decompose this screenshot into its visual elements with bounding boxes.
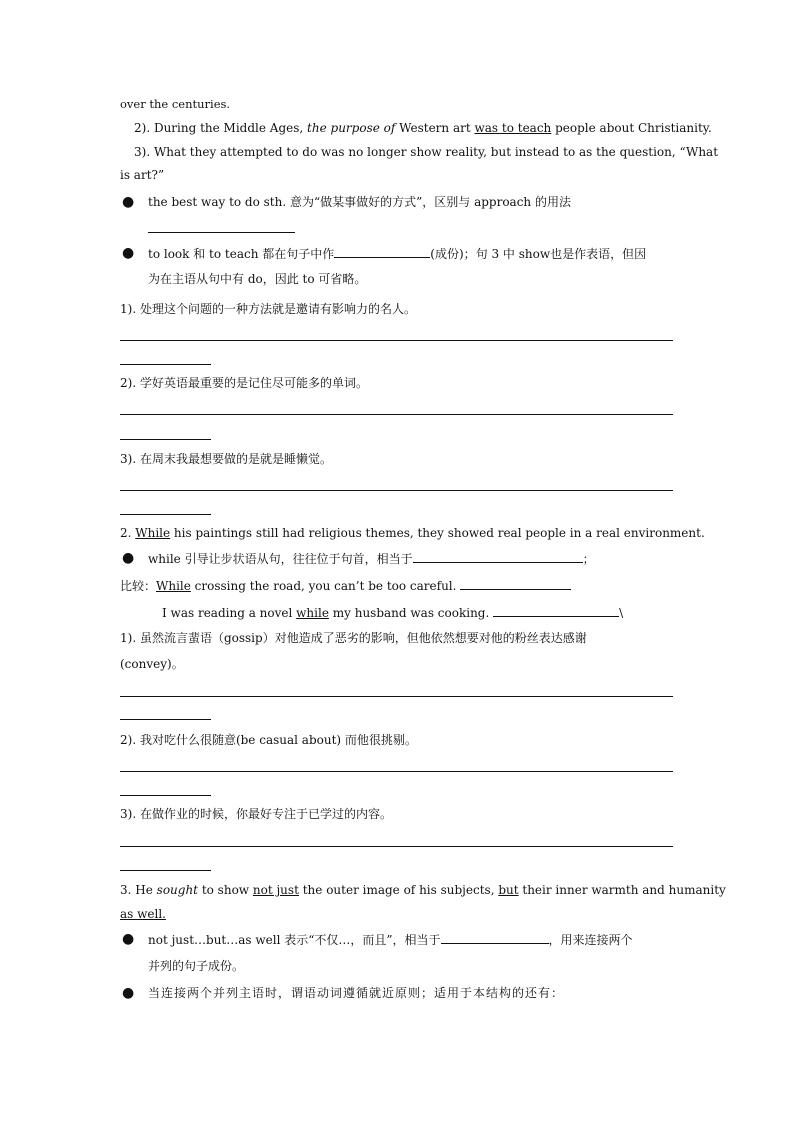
bullet-icon: ● bbox=[122, 931, 135, 947]
note-bullet-best-way: the best way to do sth. 意为“做某事做好的方式”，区别与 approach 的用法 bbox=[148, 195, 571, 209]
text-line: 并列的句子成份。 bbox=[148, 959, 245, 973]
translation-question-3: 3). 在做作业的时候，你最好专注于已学过的内容。 bbox=[120, 807, 392, 821]
comparison-line-2: I was reading a novel while my husband was cooking. \ bbox=[162, 606, 624, 620]
section-3-heading: 3. He sought to show not just the outer image of his subjects, but their inner warmth and humanity bbox=[120, 883, 726, 897]
note-bullet-to-infinitive: to look 和 to teach 都在句子中作 (成份)；句 3 中 show也是作表语，但因 bbox=[148, 247, 647, 261]
answer-blank[interactable] bbox=[460, 577, 571, 590]
answer-blank[interactable] bbox=[148, 232, 295, 233]
answer-blank[interactable] bbox=[441, 931, 549, 944]
answer-line[interactable] bbox=[120, 439, 211, 440]
answer-line[interactable] bbox=[120, 364, 211, 365]
bullet-icon: ● bbox=[122, 194, 135, 210]
text-line: (convey)。 bbox=[120, 657, 184, 671]
example-sentence-2: 2). During the Middle Ages, the purpose of Western art was to teach people about Christianity. bbox=[134, 121, 712, 135]
answer-line[interactable] bbox=[120, 719, 211, 720]
text-line: 为在主语从句中有 do，因此 to 可省略。 bbox=[148, 272, 367, 286]
section-2-heading: 2. While his paintings still had religious themes, they showed real people in a real environment. bbox=[120, 526, 705, 540]
translation-question-3: 3). 在周末我最想要做的是就是睡懒觉。 bbox=[120, 452, 332, 466]
note-bullet-agreement: 当连接两个并列主语时，谓语动词遵循就近原则；适用于本结构的还有： bbox=[148, 986, 565, 1000]
note-bullet-while: while 引导让步状语从句，往往位于句首，相当于 ； bbox=[148, 552, 595, 566]
note-bullet-not-just: not just…but…as well 表示“不仅…，而且”，相当于 ，用来连接两个 bbox=[148, 933, 633, 947]
answer-line[interactable] bbox=[120, 490, 673, 491]
answer-line[interactable] bbox=[120, 870, 211, 871]
answer-line[interactable] bbox=[120, 846, 673, 847]
text-line: as well. bbox=[120, 907, 166, 921]
answer-line[interactable] bbox=[120, 696, 673, 697]
translation-question-2: 2). 学好英语最重要的是记住尽可能多的单词。 bbox=[120, 376, 368, 390]
example-sentence-3: 3). What they attempted to do was no longer show reality, but instead to as the question, “What bbox=[134, 145, 719, 159]
bullet-icon: ● bbox=[122, 245, 135, 261]
answer-blank[interactable] bbox=[413, 550, 583, 563]
answer-line[interactable] bbox=[120, 514, 211, 515]
translation-question-2: 2). 我对吃什么很随意(be casual about) 而他很挑剔。 bbox=[120, 733, 417, 747]
answer-blank[interactable] bbox=[334, 245, 430, 258]
translation-question-1: 1). 处理这个问题的一种方法就是邀请有影响力的名人。 bbox=[120, 302, 416, 316]
answer-line[interactable] bbox=[120, 414, 673, 415]
answer-line[interactable] bbox=[120, 795, 211, 796]
answer-blank[interactable] bbox=[493, 604, 619, 617]
answer-line[interactable] bbox=[120, 340, 673, 341]
text-line: is art?” bbox=[120, 168, 165, 182]
answer-line[interactable] bbox=[120, 771, 673, 772]
bullet-icon: ● bbox=[122, 985, 135, 1001]
comparison-line-1: 比较：While crossing the road, you can’t be too careful. bbox=[120, 577, 673, 594]
translation-question-1: 1). 虽然流言蜚语（gossip）对他造成了恶劣的影响，但他依然想要对他的粉丝表达感谢 bbox=[120, 631, 587, 645]
bullet-icon: ● bbox=[122, 550, 135, 566]
text-line: over the centuries. bbox=[120, 97, 231, 111]
